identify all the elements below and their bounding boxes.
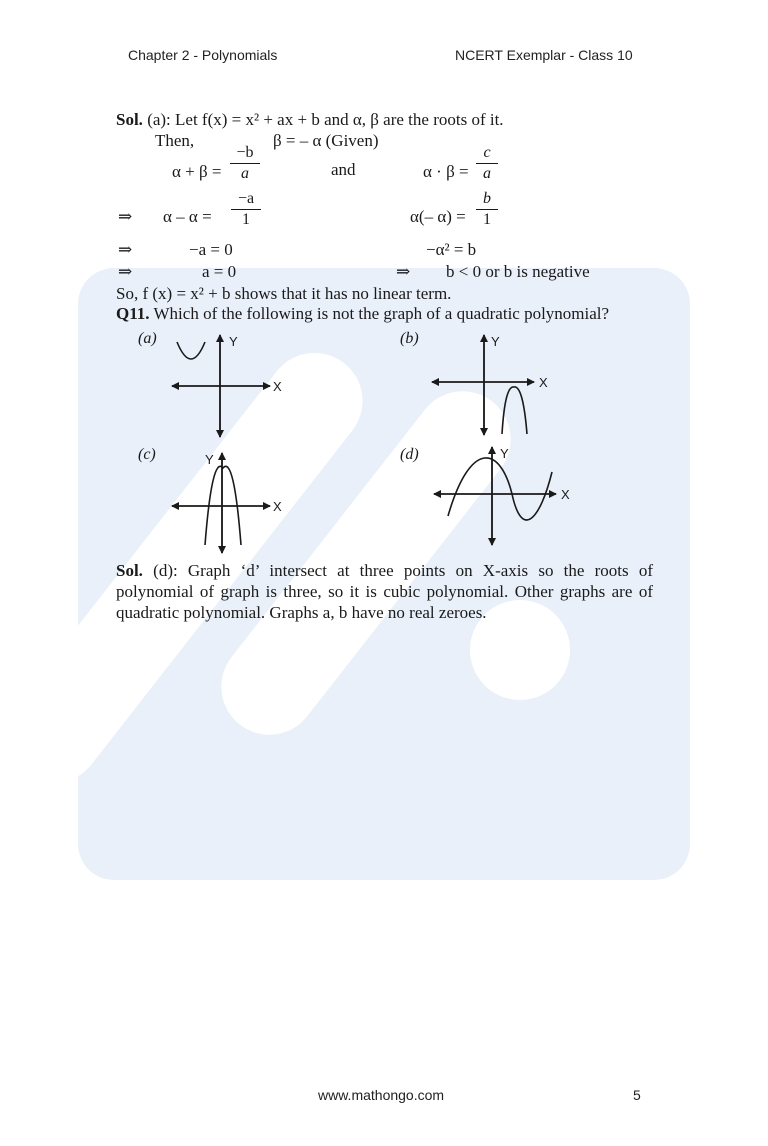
- line4-lhs: a = 0: [202, 262, 237, 281]
- header-chapter: Chapter 2 - Polynomials: [128, 47, 278, 63]
- option-b-label: (b): [400, 330, 419, 347]
- implies-3: ⇒: [118, 262, 133, 281]
- and-word: and: [331, 160, 356, 179]
- sol-a-given: β = – α (Given): [273, 131, 379, 150]
- line2-rhs: α(– α) =: [410, 207, 466, 226]
- footer-page-number: 5: [633, 1087, 641, 1103]
- sol-a-then: Then,: [155, 131, 195, 150]
- q11-label: Q11.: [116, 304, 150, 323]
- prod-fraction: c a: [476, 144, 498, 183]
- sol-a-label: Sol.: [116, 110, 143, 129]
- line3-lhs: −a = 0: [189, 240, 233, 259]
- q11-text: Which of the following is not the graph of a quadratic polynomial?: [153, 304, 610, 323]
- sol-a-intro: (a): Let f(x) = x² + ax + b and α, β are the roots of it.: [147, 110, 504, 129]
- header-book: NCERT Exemplar - Class 10: [455, 47, 633, 63]
- graph-b-y-label: Y: [491, 334, 500, 349]
- graph-c-y-label: Y: [205, 452, 214, 467]
- option-d-label: (d): [400, 446, 419, 463]
- sum-lhs: α + β =: [172, 162, 222, 181]
- graph-a-y-label: Y: [229, 334, 238, 349]
- implies-2: ⇒: [118, 240, 133, 259]
- line2-fraction: −a 1: [231, 190, 261, 229]
- graph-d-x-label: X: [561, 487, 570, 502]
- sol-d-paragraph: [116, 560, 653, 623]
- graph-d-y-label: Y: [500, 446, 509, 461]
- prod-lhs: α · β =: [423, 162, 469, 181]
- graph-d-curve: [448, 458, 552, 520]
- line4-rhs: b < 0 or b is negative: [446, 262, 590, 281]
- footer-site: www.mathongo.com: [318, 1087, 445, 1103]
- line3-rhs: −α² = b: [426, 240, 477, 259]
- sol-a-conclusion: So, f (x) = x² + b shows that it has no linear term.: [116, 284, 452, 303]
- graph-c-x-label: X: [273, 499, 282, 514]
- sum-fraction: −b a: [230, 144, 260, 183]
- graph-b-x-label: X: [539, 375, 548, 390]
- option-c-label: (c): [138, 446, 156, 463]
- graph-a-x-label: X: [273, 379, 282, 394]
- option-a-label: (a): [138, 330, 157, 347]
- sol-d-text: (d): Graph ‘d’ intersect at three points on X-axis so the roots of polynomial of graph is three, so it is cubic polynomial. Other graphs are of quadratic polynomial. Graphs a, b have no real zeroes.: [116, 561, 653, 622]
- line2-rhs-fraction: b 1: [476, 190, 498, 229]
- implies-4: ⇒: [396, 262, 411, 281]
- implies-1: ⇒: [118, 207, 133, 226]
- sol-d-label: Sol.: [116, 561, 143, 580]
- line2-lhs: α – α =: [163, 207, 212, 226]
